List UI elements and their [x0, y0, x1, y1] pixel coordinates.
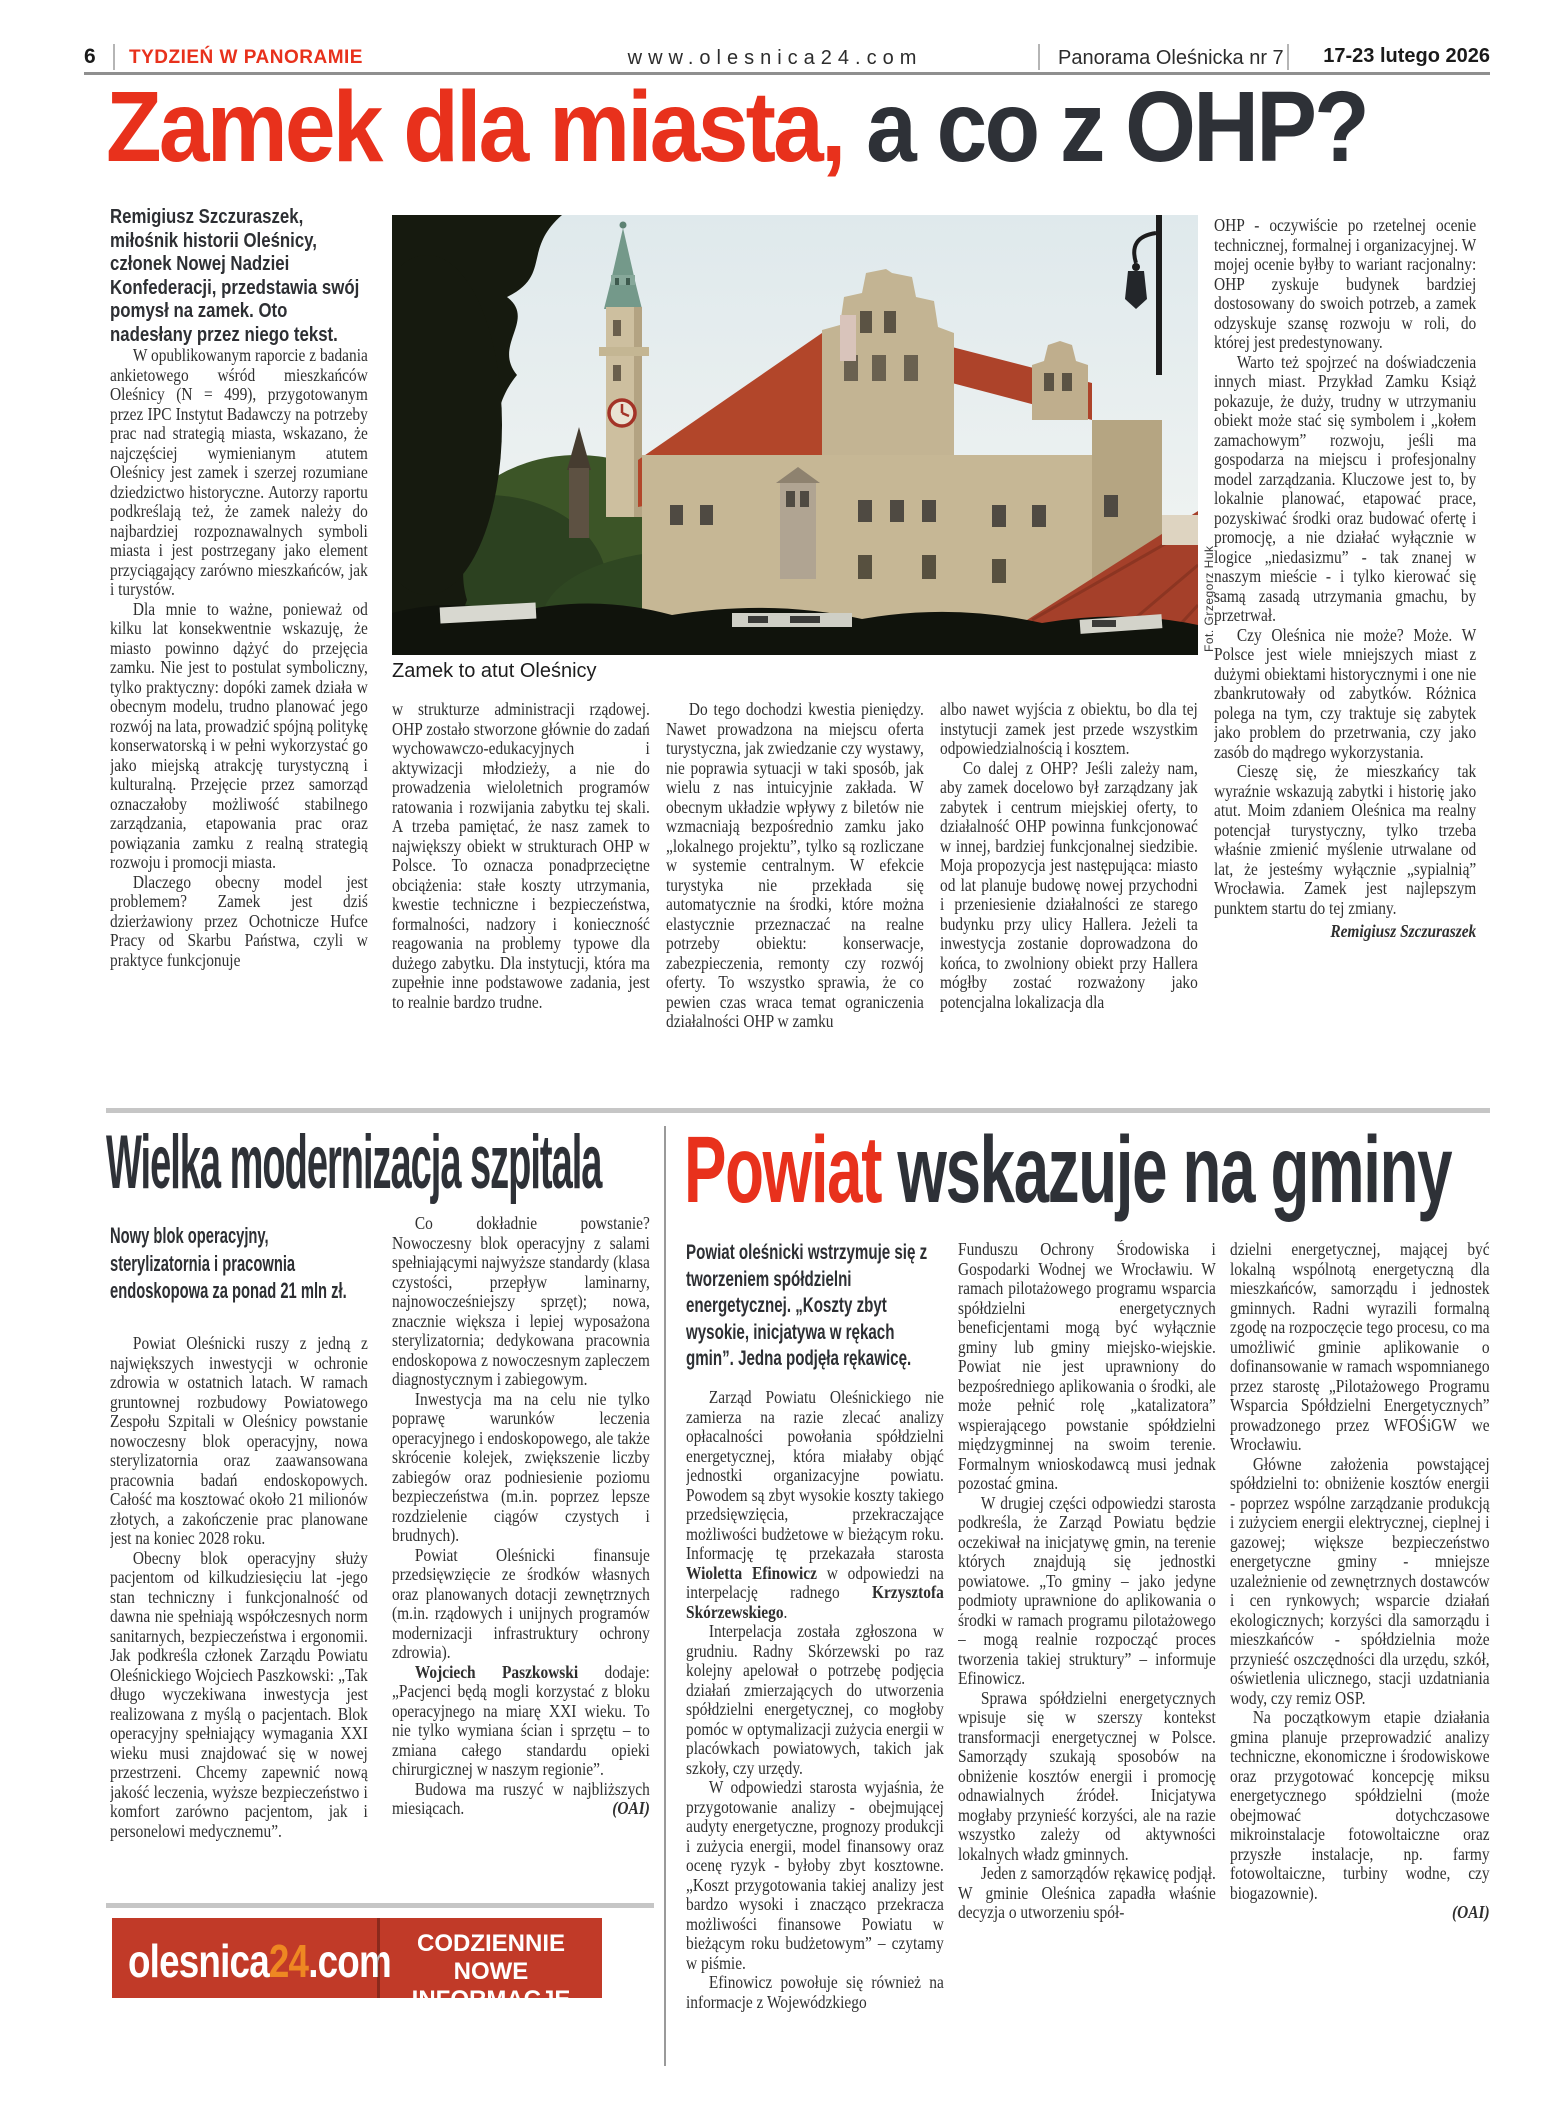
logo-part-olesnica: olesnica [128, 1935, 269, 1987]
olesnica24-promo-banner [112, 1918, 602, 2013]
logo-part-com: .com [308, 1935, 391, 1987]
issue-date: 17-23 lutego 2026 [1323, 45, 1490, 67]
paragraph: Funduszu Ochrony Środowiska i Gospodarki Wodnej we Wrocławiu. W ramach pilotażowego programu wsparcia spółdzielni energetycznych beneficjentami mogą być wyłącznie gminy lub gminy miejsko-wiejskie. Powiat nie jest uprawniony do bezpośredniego aplikowania o środki, ale może pełnić rolę „katalizatora” wspierającego powstanie spółdzielni międzygminnej na swoim terenie. Formalnym wnioskodawcą musi jednak pozostać gmina. [958, 1240, 1216, 1493]
headline-part-red: Zamek dla miasta, [106, 71, 844, 183]
paragraph: Powiat Oleśnicki finansuje przedsięwzięcie ze środków własnych oraz planowanych dotacji zewnętrznych (m.in. rządowych i unijnych programów modernizacji infrastruktury ochrony zdrowia). [392, 1544, 650, 1662]
banner-slogan [380, 1930, 602, 2014]
paragraph: W odpowiedzi starosta wyjaśnia, że przygotowanie analizy - obejmującej audyty energetyczne, prognozy produkcji i zużycia energii, model finansowy oraz ocenę ryzyk - byłoby zbyt kosztowne. „Koszt przygotowania takiej analizy jest bardzo wysoki i znacząco przekracza możliwości finansowe Powiatu w bieżącym roku budżetowym” – czytamy w piśmie. [686, 1777, 944, 1973]
paragraph: Do tego dochodzi kwestia pieniędzy. Nawet prowadzona na miejscu oferta turystyczna, jak zwiedzanie czy wystawy, nie poprawia sytuacji w taki sposób, jak wielu z nas intuicyjnie zakłada. W obecnym układzie wpływy z biletów nie wzmacniają bezpośrednio zamku jako „lokalnego projektu”, tylko są rozliczane w systemie centralnym. W efekcie turystyka nie przekłada się automatycznie na środki, które można elastycznie przeznaczać na realne potrzeby obiektu: konserwacje, zabezpieczenia, remonty czy rozwój oferty. To wszystko sprawia, że co pewien czas wraca temat ograniczenia działalności OHP w zamku [666, 700, 924, 1031]
paragraph: W opublikowanym raporcie z badania ankietowego wśród mieszkańców Oleśnicy (N = 499), przygotowanym przez IPC Instytut Badawczy na potrzeby prac nad strategią miasta, wskazano, że najczęściej wymienianym atutem Oleśnicy jest zamek i szerzej rozumiane dziedzictwo historyczne. Autorzy raportu podkreślają też, że zamek należy do najbardziej rozpoznawalnych symboli miasta i jest postrzegany jako element przyciągający zarówno mieszkańców, jak i turystów. [110, 346, 368, 599]
article-powiat-column-3 [1230, 1240, 1490, 2068]
article-szpital-column-1 [110, 1334, 368, 1892]
powiat-left-rule [664, 1126, 666, 2066]
logo-part-24: 24 [268, 1935, 309, 1987]
article-szpital-column-2 [392, 1214, 650, 1902]
headline-part-black: a co z OHP? [843, 71, 1368, 183]
paragraph: OHP - oczywiście po rzetelnej ocenie technicznej, formalnej i organizacyjnej. W mojej ocenie byłby to wariant racjonalny: OHP zyskuje budynek bardziej dostosowany do swoich potrzeb, a zamek odzyskuje szansę rozwoju w roli, do której jest predestynowany. [1214, 216, 1477, 352]
paragraph: Dlaczego obecny model jest problemem? Zamek jest dziś dzierżawiony przez Ochotnicze Hufce Pracy od Skarbu Państwa, czyli w praktyce funkcjonuje [110, 871, 368, 970]
paragraph: Interpelacja została zgłoszona w grudniu. Radny Skórzewski po raz kolejny apelował o potrzebę podjęcia działań zmierzających do utworzenia spółdzielni energetycznej, co mogłoby pomóc w optymalizacji zużycia energii w placówkach powiatowych, takich jak szkoły, czy urzędy. [686, 1621, 944, 1778]
article-zamek-column-4 [940, 700, 1198, 1106]
masthead-divider-2 [1038, 44, 1040, 70]
paragraph: Wojciech Paszkowski dodaje: „Pacjenci będą mogli korzystać z bloku operacyjnego na miarę XXI wieku. To nie tylko wymiana ścian i sprzętu – to zmiana całego standardu opieki chirurgicznej w naszym regionie”. [392, 1661, 650, 1779]
paragraph: Co dalej z OHP? Jeśli zależy nam, aby zamek docelowo był zarządzany jak zabytek i centrum miejskiej oferty, to działalność OHP powinna funkcjonować w innej, bardziej funkcjonalnej siedzibie. Moja propozycja jest następująca: miasto od lat planuje budowę nowej przychodni i przeniesienie działalności ze starego budynku przy ulicy Hallera. Jeżeli ta inwestycja zostanie doprowadzona do końca, to zwolniony obiekt przy Hallera mógłby zostać rozważony jako potencjalna lokalizacja dla [940, 757, 1198, 1012]
slogan-line-1: CODZIENNIE NOWE [416, 1930, 565, 1985]
paragraph: Efinowicz powołuje się również na informacje z Wojewódzkiego [686, 1972, 944, 2012]
website-url: www.olesnica24.com [627, 47, 923, 69]
section-label: TYDZIEŃ W PANORAMIE [129, 47, 363, 68]
article-zamek-column-2 [392, 700, 650, 1106]
paragraph: W drugiej części odpowiedzi starosta podkreśla, że Zarząd Powiatu będzie oczekiwał na inicjatywę gmin, na terenie których znajdują się jednostki powiatowe. „To gminy – jako jedyne podmioty uprawnione do aplikowania o środki w ramach programu pilotażowego – mogą realnie rozpocząć proces tworzenia takiej struktury” – informuje Efinowicz. [958, 1492, 1216, 1688]
paragraph: Remigiusz Szczuraszek [1330, 921, 1477, 941]
article-powiat-column-2 [958, 1240, 1216, 2068]
paragraph: Co dokładnie powstanie? Nowoczesny blok operacyjny z salami spełniającymi najwyższe standardy (klasa czystości, przepływ laminarny, najnowocześniejszy sprzęt); nowa, znacznie większa i lepiej wyposażona sterylizatornia; dedykowana pracownia endoskopowa z nowoczesnym zapleczem diagnostycznym i zabiegowym. [392, 1214, 650, 1389]
article-szpital-lede: Nowy blok operacyjny, sterylizatornia i pracownia endoskopowa za ponad 21 mln zł. [110, 1223, 347, 1303]
paragraph: Dla mnie to ważne, ponieważ od kilku lat konsekwentnie wskazuję, że miasto powinno dążyć do przejęcia zamku. Nie jest to postulat symboliczny, tylko praktyczny: dopóki zamek działa w obecnym modelu, trudno planować jego rozwój na lata, prowadzić spójną politykę konserwatorską i w pełni wykorzystać go jako miejską atrakcję turystyczną i kulturalną. Przejęcie przez samorząd oznaczałoby możliwość stabilnego zarządzania, etapowania prac oraz powiązania zamku z realną strategią rozwoju i promocji miasta. [110, 598, 368, 872]
article-zamek-column-3 [666, 700, 924, 1106]
masthead-divider-1 [113, 44, 115, 70]
article-powiat-headline [684, 1117, 1452, 1223]
paragraph: Warto też spojrzeć na doświadczenia innych miast. Przykład Zamku Książ pokazuje, że duży, trudny w utrzymaniu obiekt może stać się symbolem i „kołem zamachowym” rozwoju, jeśli ma gospodarza na miejscu i profesjonalny model zarządzania. Kluczowe jest to, by lokalnie planować, etapować prace, pozyskiwać środki oraz budować ofertę i promocję, a nie działać wyłącznie w logice „niedasizmu” - tak znanej w naszym mieście - i tylko kierować się samą zasadą utrzymania gmachu, by przetrwał. [1214, 351, 1477, 625]
paragraph: Inwestycja ma na celu nie tylko poprawę warunków leczenia operacyjnego i endoskopowego, ale także skrócenie kolejek, zwiększenie liczby zabiegów oraz podniesienie poziomu bezpieczeństwa (m.in. poprzez lepsze rozdzielenie ciągów czystych i brudnych). [392, 1388, 650, 1545]
paragraph: Cieszę się, że mieszkańcy tak wyraźnie wskazują zabytki i historię jako atut. Moim zdaniem Oleśnica ma realny potencjał turystyczny, tylko trzeba właśnie zmienić myślenie utrwalane od lat, że jesteśmy wyłącznie „sypialnią” Wrocławia. Zamek jest najlepszym punktem startu do tej zmiany. [1214, 761, 1477, 918]
powiat-headline-black: wskazuje na gminy [881, 1117, 1452, 1223]
paragraph: (OAI) [1451, 1902, 1490, 1922]
photo-caption: Zamek to atut Oleśnicy [392, 660, 597, 682]
paragraph: albo nawet wyjścia z obiektu, bo dla tej instytucji zamek jest przede wszystkim odpowiedzialnością i kosztem. [940, 700, 1198, 758]
article-zamek-headline [106, 71, 1368, 183]
paragraph: Na początkowym etapie działania gmina planuje przeprowadzić analizy techniczne, ekonomiczne i środowiskowe oraz przygotować koncepcję miksu energetycznego spółdzielni (może obejmować dotychczasowe mikroinstalacje fotowoltaiczne oraz przyszłe instalacje, np. farmy fotowoltaiczne, turbiny wodne, czy biogazownie). [1230, 1707, 1490, 1903]
paragraph: Budowa ma ruszyć w najbliższych miesiącach. (OAI) [392, 1778, 650, 1818]
szpital-bottom-rule [106, 1903, 654, 1908]
paragraph: Czy Oleśnica nie może? Może. W Polsce jest wiele mniejszych miast z dużymi obiektami historycznymi i one nie zbankrutowały od zabytków. Różnica polega na tym, czy traktuje się zabytek jako problem do przetrwania, czy jako zasób do mądrego wykorzystania. [1214, 624, 1477, 762]
page-number: 6 [84, 45, 96, 68]
article-zamek-column-1 [110, 346, 368, 1106]
section-divider-rule [106, 1108, 1490, 1113]
paragraph: Jeden z samorządów rękawicę podjął. W gminie Oleśnica zapadła właśnie decyzja o utworzeniu spół- [958, 1863, 1216, 1922]
paragraph: w strukturze administracji rządowej. OHP zostało stworzone głównie do zadań wychowawczo-edukacyjnych i aktywizacji młodzieży, a nie do prowadzenia wieloletnich programów ratowania i rozwijania zabytku tej skali. A trzeba pamiętać, że nasz zamek to największy obiekt w strukturach OHP w Polsce. To oznacza ponadprzeciętne obciążenia: stałe koszty utrzymania, kwestie techniczne i bezpieczeństwa, formalności, nadzory i konieczność reagowania na problemy typowe dla dużego zabytku. Dla instytucji, która ma zupełnie inne podstawowe zadania, jest to realnie bardzo trudne. [392, 700, 650, 1012]
slogan-line-2: INFORMACJE [411, 1986, 571, 2013]
paragraph: Obecny blok operacyjny służy pacjentom od kilkudziesięciu lat -jego stan techniczny i funkcjonalność od dawna nie spełniają współczesnych norm sanitarnych, bezpieczeństwa i ergonomii. Jak podkreśla członek Zarządu Powiatu Oleśnickiego Wojciech Paszkowski: „Tak długo wyczekiwana inwestycja jest realizowana z myślą o pacjentach. Blok operacyjny spełniający wymagania XXI wieku musi znajdować się w nowej przestrzeni. Chcemy zapewnić nową jakość leczenia, wyższe bezpieczeństwo i komfort zarówno pacjentom, jak i personelowi medycznemu”. [110, 1547, 368, 1841]
article-zamek-column-5 [1214, 216, 1476, 1110]
article-powiat-column-1 [686, 1388, 944, 2068]
castle-photo [392, 215, 1198, 655]
paragraph: dzielni energetycznej, mającej być lokalną wspólnotą energetyczną dla mieszkańców, samorządu i jednostek gminnych. Radni wyrazili formalną zgodę na rozpoczęcie tego procesu, co ma umożliwić gminie aplikowanie o dofinansowanie w ramach wspomnianego przez starostę „Pilotażowego Programu Wsparcia Spółdzielni Energetycznych” prowadzonego przez WFOŚiGW we Wrocławiu. [1230, 1240, 1490, 1454]
article-szpital-headline: Wielka modernizacja szpitala [106, 1120, 602, 1205]
paragraph: Zarząd Powiatu Oleśnickiego nie zamierza na razie zlecać analizy opłacalności powołania spółdzielni energetycznej, która miałaby objąć jednostki organizacyjne powiatu. Powodem są zbyt wysokie koszty takiego przedsięwzięcia, przekraczające możliwości budżetowe w bieżącym roku. Informację tę przekazała starosta Wioletta Efinowicz w odpowiedzi na interpelację radnego Krzysztofa Skórzewskiego. [686, 1388, 944, 1622]
article-zamek-lede: Remigiusz Szczuraszek, miłośnik historii Oleśnicy, członek Nowej Nadziei Konfederacji, przedstawia swój pomysł na zamek. Oto nadesłany przez niego tekst. [110, 206, 360, 346]
powiat-headline-red: Powiat [684, 1117, 882, 1223]
issue-label: Panorama Oleśnicka nr 7 [1058, 47, 1284, 69]
olesnica24-logo [128, 1934, 391, 1988]
paragraph: Powiat Oleśnicki ruszy z jedną z największych inwestycji w ochronie zdrowia w ostatnich latach. W ramach gruntownej rozbudowy Powiatowego Zespołu Szpitali w Oleśnicy powstanie nowoczesny blok operacyjny, nowa sterylizatornia oraz zaawansowana pracownia badań endoskopowych. Całość ma kosztować około 21 milionów złotych, a zakończenie prac planowane jest na koniec 2028 roku. [110, 1334, 368, 1548]
paragraph: Sprawa spółdzielni energetycznych wpisuje się w szerszy kontekst transformacji energetycznej w Polsce. Samorządy szukają sposobów na obniżenie kosztów energii i promocję odnawialnych źródeł. Inicjatywa mogłaby przynieść korzyści, ale na razie wszystko zależy od aktywności lokalnych władz gminnych. [958, 1687, 1216, 1864]
article-powiat-lede: Powiat oleśnicki wstrzymuje się z tworzeniem spółdzielni energetycznej. „Koszty zbyt wysokie, inicjatywa w rękach gmin”. Jedna podjęła rękawicę. [686, 1241, 928, 1370]
paragraph: Główne założenia powstającej spółdzielni to: obniżenie kosztów energii - poprzez wspólne zarządzanie produkcją i zużyciem energii elektrycznej, cieplnej i gazowej; większe bezpieczeństwo energetyczne gminy - mniejsze uzależnienie od zewnętrznych dostawców i cen rynkowych; wsparcie działań ekologicznych; korzyści dla samorządu i mieszkańców - spółdzielnia może przynieść oszczędności dla urzędu, szkół, oświetlenia ulicznego, stacji uzdatniania wody, czy remiz OSP. [1230, 1453, 1490, 1708]
photo-credit: Fot. Grzegorz Huk [1202, 545, 1216, 652]
masthead-divider-3 [1287, 44, 1289, 70]
